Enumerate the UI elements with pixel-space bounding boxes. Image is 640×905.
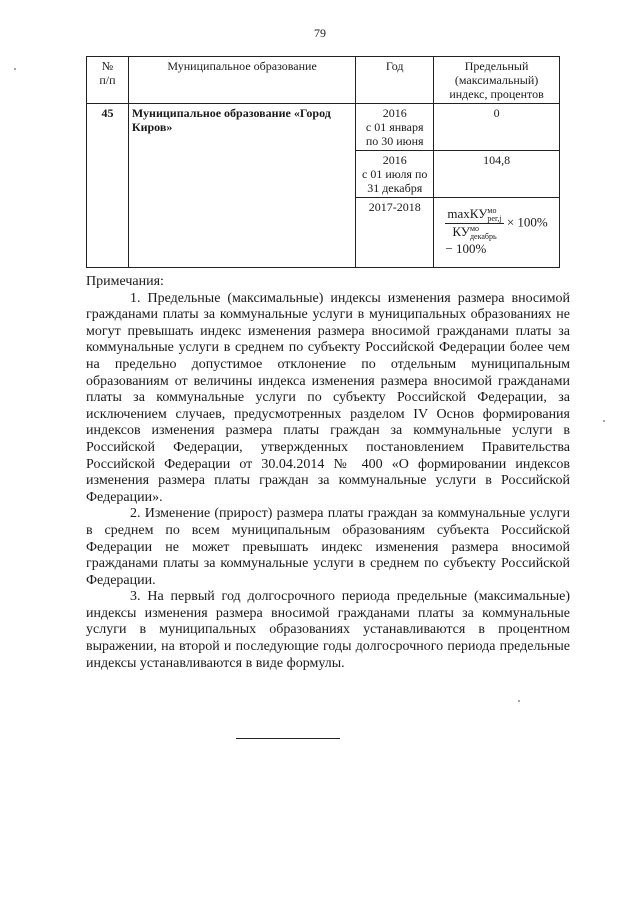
limit-index-table	[86, 56, 560, 268]
formula-fraction	[445, 206, 503, 241]
formula-denominator	[445, 224, 503, 241]
header-municipality: Муниципальное образование	[128, 57, 355, 104]
notes-section	[86, 274, 570, 672]
row-number: 45	[87, 104, 129, 268]
row-index-formula	[434, 198, 560, 268]
note-paragraph-3: 3. На первый год долгосрочного периода предельные (максимальные) индексы изменения размера вносимой гражданами платы за коммунальные услуги в муниципальных образованиях устанавливаются в процентном выражении, на второй и последующие годы долгосрочного периода предельные индексы устанавливаются в виде формулы.	[86, 589, 570, 671]
row-year-3: 2017-2018	[356, 198, 434, 268]
footer-divider	[236, 738, 340, 739]
denominator-sup: мо	[469, 224, 480, 234]
index-formula	[445, 200, 547, 256]
header-year: Год	[356, 57, 434, 104]
formula-minus: − 100%	[445, 241, 487, 257]
row-year-1: 2016 с 01 января по 30 июня	[356, 104, 434, 151]
header-index: Предельный (максимальный) индекс, процентов	[434, 57, 560, 104]
row-index-2: 104,8	[434, 151, 560, 198]
numerator-main: maxКУ	[447, 206, 488, 221]
scan-speck	[518, 700, 520, 702]
note-paragraph-1: 1. Предельные (максимальные) индексы изменения размера вносимой гражданами платы за коммунальные услуги в муниципальных образованиях не могут превышать индекс изменения размера вносимой гражданами платы за коммунальные услуги в среднем по субъекту Российской Федерации более чем на предельно допустимое отклонение по отдельным муниципальным образованиям от величины индекса изменения размера вносимой гражданами платы за коммунальные услуги по субъекту Российской Федерации, за исключением случаев, предусмотренных разделом IV Основ формирования индексов изменения размера платы граждан за коммунальные услуги в Российской Федерации, утвержденных постановлением Правительства Российской Федерации от 30.04.2014 № 400 «О формировании индексов изменения размера платы граждан за коммунальные услуги в Российской Федерации».	[86, 290, 570, 505]
note-paragraph-2: 2. Изменение (прирост) размера платы граждан за коммунальные услуги в среднем по всем муниципальным образованиям субъекта Российской Федерации не может превышать индекс изменения размера вносимой гражданами платы за коммунальные услуги в среднем по субъекту Российской Федерации.	[86, 506, 570, 588]
numerator-scripts	[487, 207, 501, 223]
numerator-sub: рег,j	[487, 214, 502, 224]
header-number: № п/п	[87, 57, 129, 104]
scan-speck	[14, 68, 16, 70]
formula-times: × 100%	[506, 214, 548, 230]
numerator-sup: мо	[487, 206, 497, 216]
table-row	[87, 104, 560, 151]
row-year-2: 2016 с 01 июля по 31 декабря	[356, 151, 434, 198]
notes-title: Примечания:	[86, 274, 164, 289]
denominator-scripts	[470, 225, 497, 241]
row-index-1: 0	[434, 104, 560, 151]
table-header-row	[87, 57, 560, 104]
page-number: 79	[314, 26, 326, 40]
scan-speck	[603, 420, 605, 422]
row-municipality: Муниципальное образование «Город Киров»	[128, 104, 355, 268]
denominator-sub: декабрь	[469, 232, 497, 242]
denominator-main: КУ	[452, 224, 470, 240]
formula-numerator	[445, 206, 503, 224]
